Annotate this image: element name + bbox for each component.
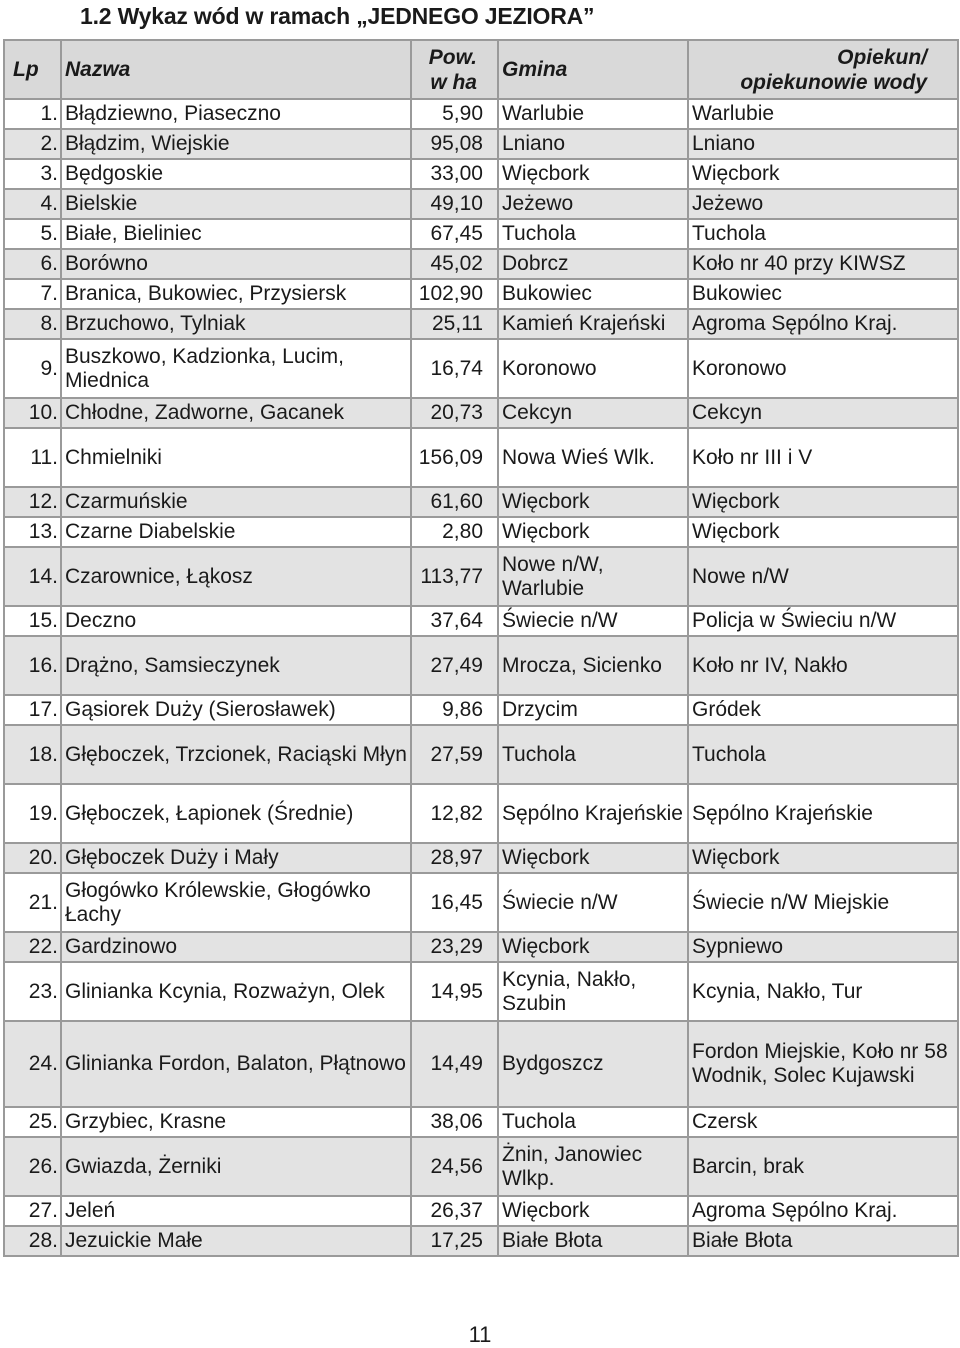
table-row	[4, 1137, 958, 1196]
cell-gmina: Więcbork	[498, 1196, 688, 1226]
table-row	[4, 606, 958, 636]
cell-gmina: Cekcyn	[498, 398, 688, 428]
table-row	[4, 219, 958, 249]
cell-gmina: Nowe n/W, Warlubie	[498, 547, 688, 606]
cell-area: 9,86	[411, 695, 498, 725]
cell-carer: Policja w Świeciu n/W	[688, 606, 958, 636]
column-header-name: Nazwa	[61, 40, 411, 99]
table-row	[4, 487, 958, 517]
cell-gmina: Drzycim	[498, 695, 688, 725]
cell-gmina: Jeżewo	[498, 189, 688, 219]
cell-name: Buszkowo, Kadzionka, Lucim, Miednica	[61, 339, 411, 398]
cell-name: Głęboczek Duży i Mały	[61, 843, 411, 873]
cell-gmina: Tuchola	[498, 1107, 688, 1137]
cell-area: 156,09	[411, 428, 498, 487]
cell-name: Glinianka Fordon, Balaton, Płątnowo	[61, 1021, 411, 1107]
cell-name: Gardzinowo	[61, 932, 411, 962]
cell-name: Gąsiorek Duży (Sierosławek)	[61, 695, 411, 725]
table-row	[4, 932, 958, 962]
cell-area: 24,56	[411, 1137, 498, 1196]
cell-name: Białe, Bieliniec	[61, 219, 411, 249]
cell-area: 5,90	[411, 99, 498, 129]
cell-carer: Koronowo	[688, 339, 958, 398]
cell-lp: 17.	[4, 695, 61, 725]
table-row	[4, 1107, 958, 1137]
cell-lp: 1.	[4, 99, 61, 129]
cell-gmina: Bukowiec	[498, 279, 688, 309]
cell-area: 102,90	[411, 279, 498, 309]
table-row	[4, 695, 958, 725]
cell-area: 33,00	[411, 159, 498, 189]
cell-gmina: Tuchola	[498, 725, 688, 784]
cell-carer: Warlubie	[688, 99, 958, 129]
cell-name: Głogówko Królewskie, Głogówko Łachy	[61, 873, 411, 932]
cell-lp: 22.	[4, 932, 61, 962]
cell-name: Jeleń	[61, 1196, 411, 1226]
cell-carer: Fordon Miejskie, Koło nr 58 Wodnik, Solec Kujawski	[688, 1021, 958, 1107]
column-header-carer	[688, 40, 958, 99]
table-row	[4, 1226, 958, 1256]
cell-lp: 5.	[4, 219, 61, 249]
table-row	[4, 843, 958, 873]
cell-name: Gwiazda, Żerniki	[61, 1137, 411, 1196]
column-header-lp: Lp	[4, 40, 61, 99]
cell-lp: 21.	[4, 873, 61, 932]
table-row	[4, 784, 958, 843]
cell-area: 113,77	[411, 547, 498, 606]
table-row	[4, 249, 958, 279]
cell-carer: Koło nr IV, Nakło	[688, 636, 958, 695]
table-row	[4, 428, 958, 487]
cell-area: 49,10	[411, 189, 498, 219]
cell-carer: Agroma Sępólno Kraj.	[688, 309, 958, 339]
cell-carer: Lniano	[688, 129, 958, 159]
cell-area: 37,64	[411, 606, 498, 636]
cell-name: Grzybiec, Krasne	[61, 1107, 411, 1137]
cell-carer: Kcynia, Nakło, Tur	[688, 962, 958, 1021]
table-header-row	[4, 40, 958, 99]
cell-name: Będgoskie	[61, 159, 411, 189]
cell-carer: Więcbork	[688, 517, 958, 547]
cell-lp: 14.	[4, 547, 61, 606]
cell-carer: Tuchola	[688, 725, 958, 784]
cell-carer: Agroma Sępólno Kraj.	[688, 1196, 958, 1226]
column-header-area	[411, 40, 498, 99]
cell-gmina: Warlubie	[498, 99, 688, 129]
page-title: 1.2 Wykaz wód w ramach „JEDNEGO JEZIORA”	[80, 3, 595, 29]
cell-gmina: Nowa Wieś Wlk.	[498, 428, 688, 487]
cell-area: 14,49	[411, 1021, 498, 1107]
table-row	[4, 725, 958, 784]
cell-area: 26,37	[411, 1196, 498, 1226]
cell-name: Deczno	[61, 606, 411, 636]
column-header-area-line1: Pow.	[428, 45, 477, 69]
cell-carer: Koło nr 40 przy KIWSZ	[688, 249, 958, 279]
cell-carer: Więcbork	[688, 487, 958, 517]
cell-lp: 11.	[4, 428, 61, 487]
cell-area: 2,80	[411, 517, 498, 547]
cell-lp: 25.	[4, 1107, 61, 1137]
cell-lp: 3.	[4, 159, 61, 189]
cell-gmina: Świecie n/W	[498, 606, 688, 636]
cell-carer: Jeżewo	[688, 189, 958, 219]
cell-carer: Świecie n/W Miejskie	[688, 873, 958, 932]
cell-gmina: Mrocza, Sicienko	[498, 636, 688, 695]
cell-carer: Sypniewo	[688, 932, 958, 962]
cell-area: 16,45	[411, 873, 498, 932]
cell-area: 12,82	[411, 784, 498, 843]
table-row	[4, 1196, 958, 1226]
cell-lp: 10.	[4, 398, 61, 428]
cell-gmina: Koronowo	[498, 339, 688, 398]
cell-name: Czarne Diabelskie	[61, 517, 411, 547]
cell-carer: Sępólno Krajeńskie	[688, 784, 958, 843]
cell-carer: Bukowiec	[688, 279, 958, 309]
cell-gmina: Więcbork	[498, 159, 688, 189]
column-header-carer-line1: Opiekun/	[837, 45, 927, 69]
cell-area: 23,29	[411, 932, 498, 962]
cell-carer: Więcbork	[688, 843, 958, 873]
cell-area: 45,02	[411, 249, 498, 279]
cell-area: 38,06	[411, 1107, 498, 1137]
cell-area: 17,25	[411, 1226, 498, 1256]
cell-name: Branica, Bukowiec, Przysiersk	[61, 279, 411, 309]
page-number: 11	[468, 1322, 492, 1347]
cell-lp: 7.	[4, 279, 61, 309]
cell-area: 16,74	[411, 339, 498, 398]
cell-lp: 18.	[4, 725, 61, 784]
cell-gmina: Dobrcz	[498, 249, 688, 279]
cell-name: Jezuickie Małe	[61, 1226, 411, 1256]
table-row	[4, 547, 958, 606]
cell-lp: 23.	[4, 962, 61, 1021]
table-row	[4, 309, 958, 339]
cell-lp: 24.	[4, 1021, 61, 1107]
cell-lp: 2.	[4, 129, 61, 159]
cell-carer: Tuchola	[688, 219, 958, 249]
cell-gmina: Sępólno Krajeńskie	[498, 784, 688, 843]
cell-area: 20,73	[411, 398, 498, 428]
cell-carer: Więcbork	[688, 159, 958, 189]
table-row	[4, 636, 958, 695]
cell-lp: 8.	[4, 309, 61, 339]
table-row	[4, 873, 958, 932]
cell-gmina: Świecie n/W	[498, 873, 688, 932]
cell-name: Głęboczek, Łapionek (Średnie)	[61, 784, 411, 843]
cell-carer: Nowe n/W	[688, 547, 958, 606]
cell-name: Borówno	[61, 249, 411, 279]
cell-carer: Barcin, brak	[688, 1137, 958, 1196]
cell-carer: Gródek	[688, 695, 958, 725]
table-row	[4, 398, 958, 428]
cell-lp: 9.	[4, 339, 61, 398]
cell-name: Głęboczek, Trzcionek, Raciąski Młyn	[61, 725, 411, 784]
table-body	[4, 99, 958, 1256]
table-row	[4, 159, 958, 189]
table-row	[4, 99, 958, 129]
cell-gmina: Białe Błota	[498, 1226, 688, 1256]
cell-area: 61,60	[411, 487, 498, 517]
cell-name: Błądziewno, Piaseczno	[61, 99, 411, 129]
cell-name: Brzuchowo, Tylniak	[61, 309, 411, 339]
cell-gmina: Lniano	[498, 129, 688, 159]
cell-lp: 16.	[4, 636, 61, 695]
cell-lp: 19.	[4, 784, 61, 843]
cell-gmina: Więcbork	[498, 843, 688, 873]
table-row	[4, 339, 958, 398]
cell-area: 95,08	[411, 129, 498, 159]
cell-lp: 27.	[4, 1196, 61, 1226]
cell-gmina: Więcbork	[498, 487, 688, 517]
table-row	[4, 279, 958, 309]
cell-name: Bielskie	[61, 189, 411, 219]
cell-lp: 15.	[4, 606, 61, 636]
cell-area: 27,59	[411, 725, 498, 784]
cell-lp: 20.	[4, 843, 61, 873]
cell-name: Drążno, Samsieczynek	[61, 636, 411, 695]
cell-carer: Czersk	[688, 1107, 958, 1137]
cell-lp: 28.	[4, 1226, 61, 1256]
cell-gmina: Żnin, Janowiec Wlkp.	[498, 1137, 688, 1196]
table-row	[4, 1021, 958, 1107]
cell-area: 28,97	[411, 843, 498, 873]
cell-gmina: Kamień Krajeński	[498, 309, 688, 339]
cell-carer: Białe Błota	[688, 1226, 958, 1256]
cell-carer: Cekcyn	[688, 398, 958, 428]
cell-name: Czarmuńskie	[61, 487, 411, 517]
column-header-carer-line2: opiekunowie wody	[740, 70, 927, 94]
cell-name: Chmielniki	[61, 428, 411, 487]
cell-lp: 12.	[4, 487, 61, 517]
cell-name: Czarownice, Łąkosz	[61, 547, 411, 606]
cell-lp: 4.	[4, 189, 61, 219]
table-row	[4, 129, 958, 159]
table-row	[4, 517, 958, 547]
cell-gmina: Kcynia, Nakło, Szubin	[498, 962, 688, 1021]
cell-carer: Koło nr III i V	[688, 428, 958, 487]
column-header-area-line2: w ha	[430, 70, 477, 94]
cell-name: Glinianka Kcynia, Rozważyn, Olek	[61, 962, 411, 1021]
cell-area: 27,49	[411, 636, 498, 695]
cell-name: Chłodne, Zadworne, Gacanek	[61, 398, 411, 428]
cell-gmina: Bydgoszcz	[498, 1021, 688, 1107]
cell-gmina: Więcbork	[498, 517, 688, 547]
cell-name: Błądzim, Wiejskie	[61, 129, 411, 159]
lakes-table	[3, 39, 959, 1257]
cell-gmina: Więcbork	[498, 932, 688, 962]
cell-area: 25,11	[411, 309, 498, 339]
cell-lp: 6.	[4, 249, 61, 279]
cell-gmina: Tuchola	[498, 219, 688, 249]
table-row	[4, 189, 958, 219]
column-header-gmina: Gmina	[498, 40, 688, 99]
cell-lp: 26.	[4, 1137, 61, 1196]
table-row	[4, 962, 958, 1021]
cell-area: 14,95	[411, 962, 498, 1021]
cell-lp: 13.	[4, 517, 61, 547]
cell-area: 67,45	[411, 219, 498, 249]
